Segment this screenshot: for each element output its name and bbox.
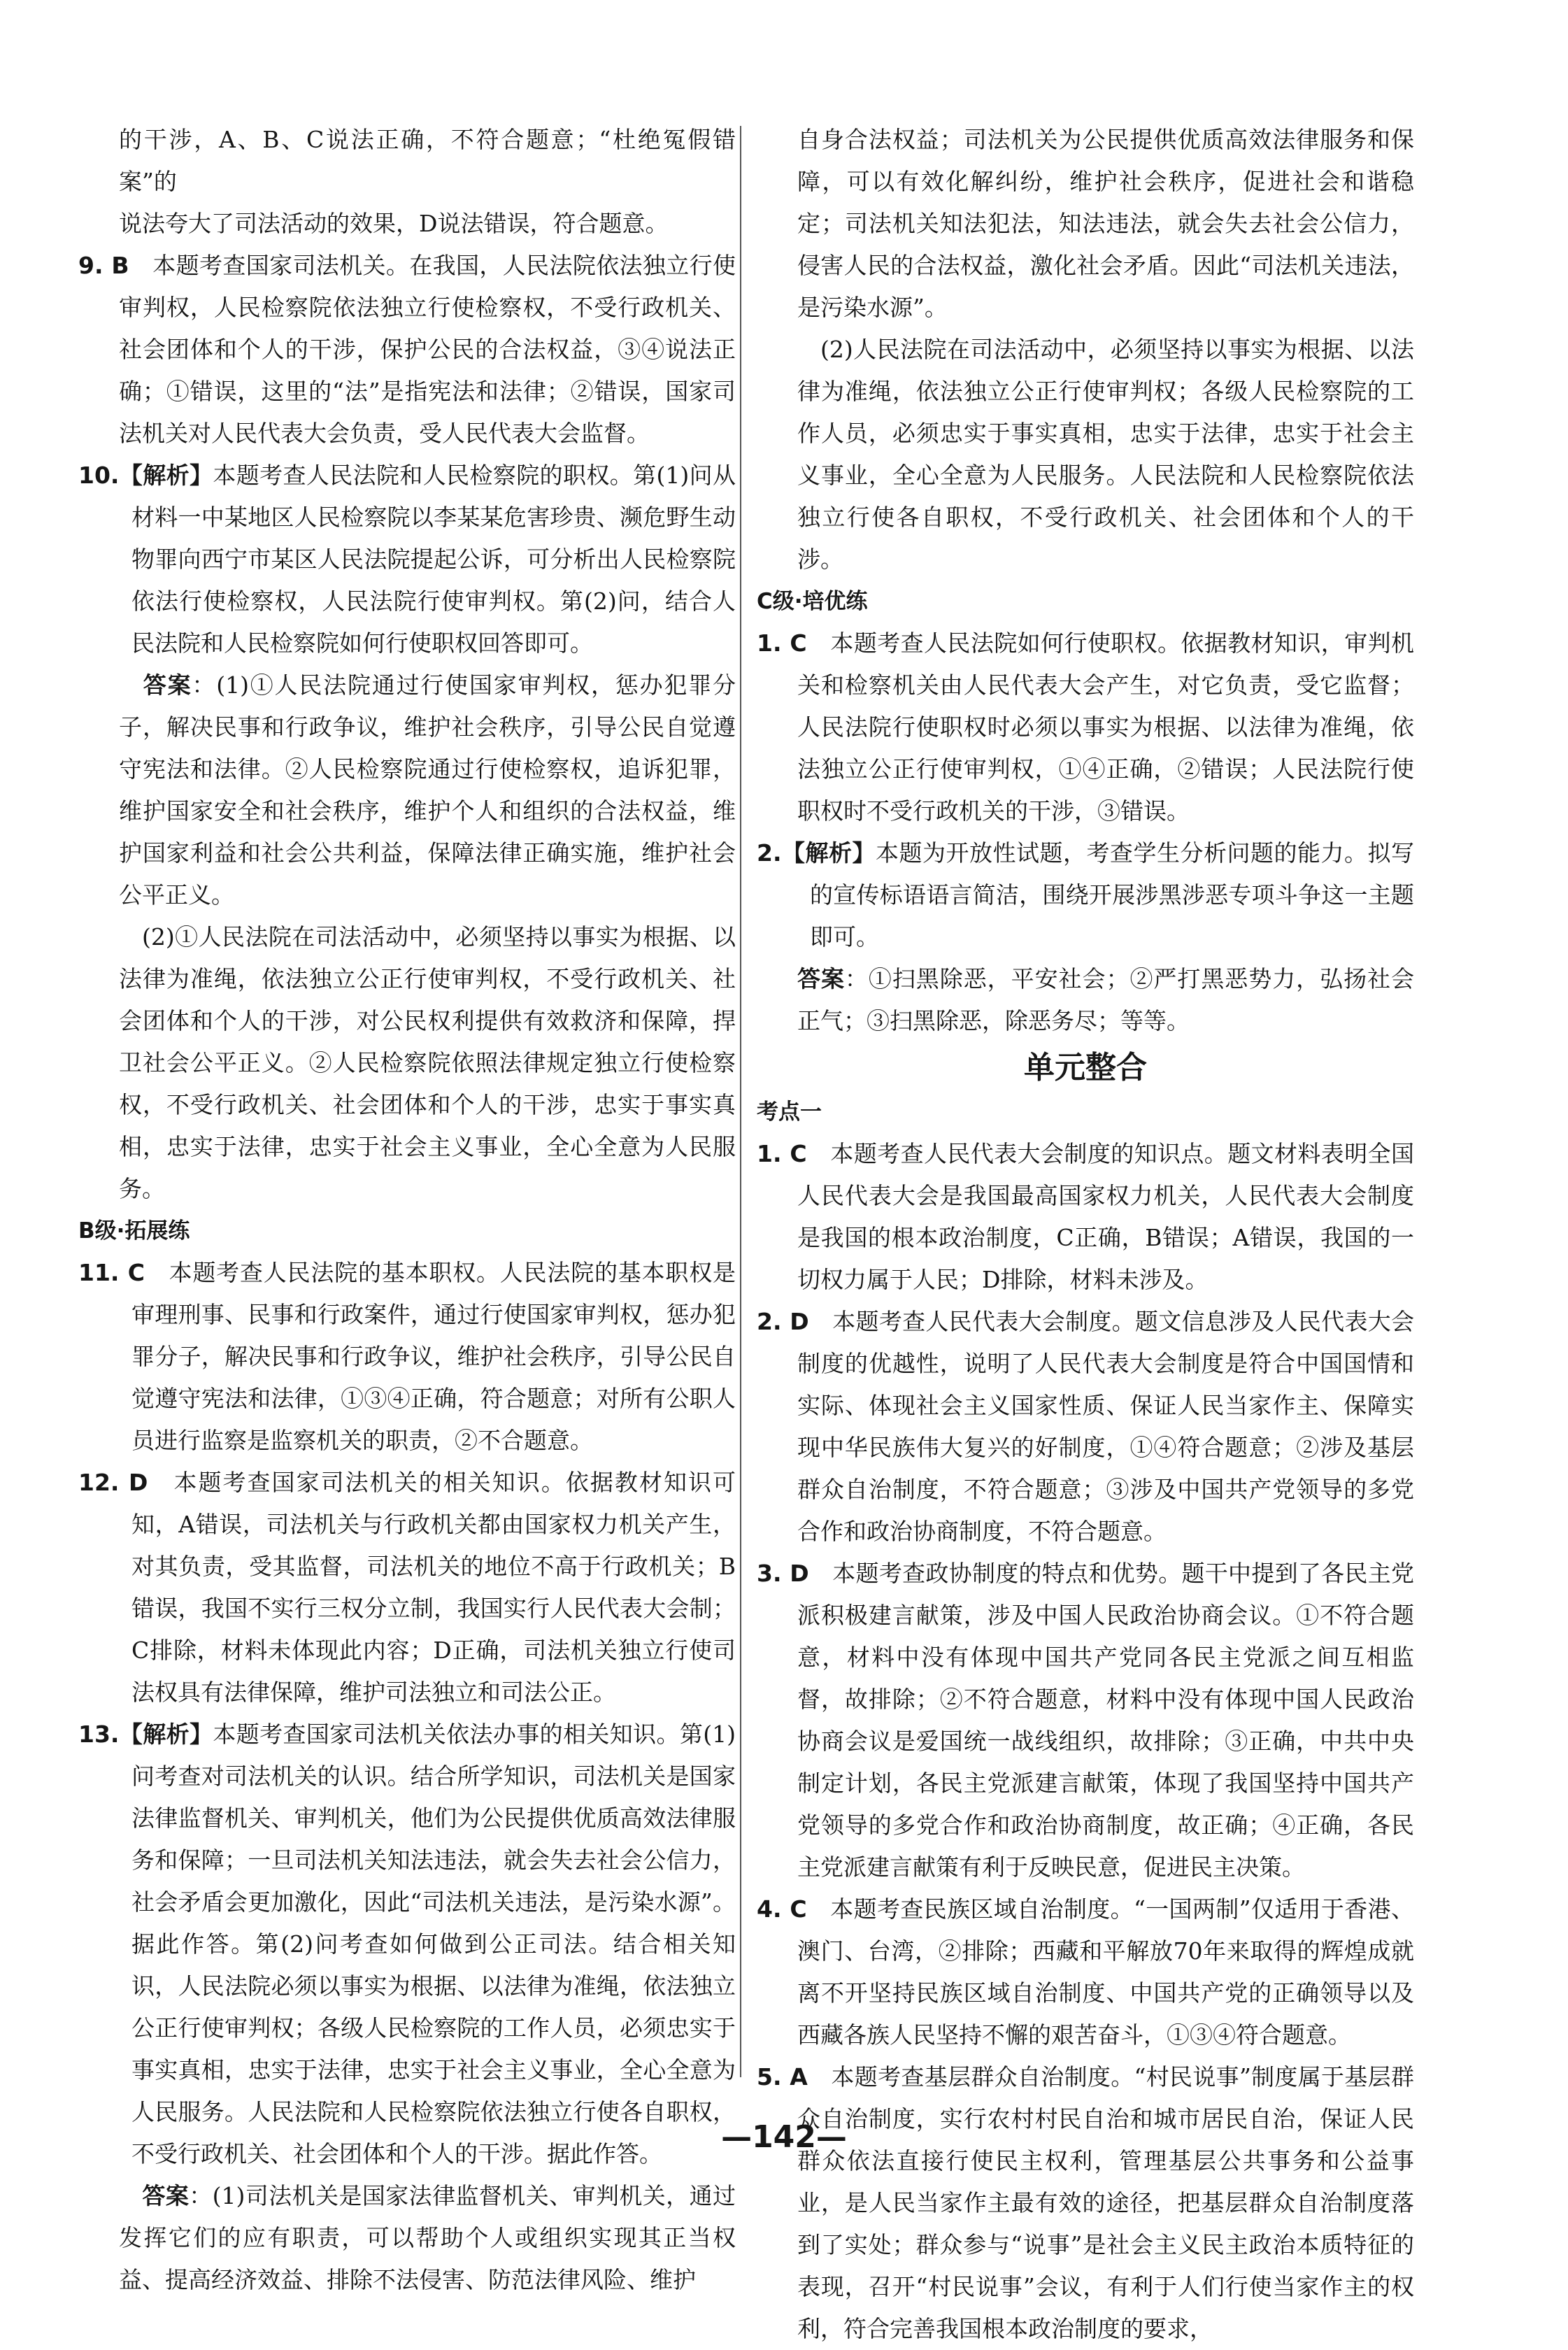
answer-c2-number: 2.【解析】: [757, 839, 876, 867]
answer-12: 12. D 本题考查国家司法机关的相关知识。依据教材知识可知，A错误，司法机关与行政机关都由国家权力机关产生，对其负责，受其监督，司法机关的地位不高于行政机关；B错误，我国不实行三权分立制，我国实行人民代表大会制；C排除，材料未体现此内容；D正确，司法机关独立行使司法权具有法律保障，维护司法独立和司法公正。: [78, 1469, 736, 1706]
left-column: [78, 119, 736, 2301]
answer-13: 13.【解析】本题考查国家司法机关依法办事的相关知识。第(1)问考查对司法机关的认识。结合所学知识，司法机关是国家法律监督机关、审判机关，他们为公民提供优质高效法律服务和保障；一旦司法机关知法违法，就会失去社会公信力，社会矛盾会更加激化，因此“司法机关违法，是污染水源”。据此作答。第(2)问考查如何做到公正司法。结合相关知识，人民法院必须以事实为根据、以法律为准绳，依法独立公正行使审判权；各级人民检察院的工作人员，必须忠实于事实真相，忠实于法律，忠实于社会主义事业，全心全意为人民服务。人民法院和人民检察院依法独立行使各自职权，不受行政机关、社会团体和个人的干涉。据此作答。: [78, 1721, 736, 2167]
answer-label: 答案: [142, 671, 192, 699]
answer-10: [78, 455, 736, 664]
answer-k5: 5. A 本题考查基层群众自治制度。“村民说事”制度属于基层群众自治制度，实行农村村民自治和城市居民自治，保证人民群众依法直接行使民主权利，管理基层公共事务和公益事业，是人民当家作主最有效的途径，把基层群众自治制度落到了实处；群众参与“说事”是社会主义民主政治本质特征的表现，召开“村民说事”会议，有利于人们行使当家作主的权利，符合完善我国根本政治制度的要求，: [757, 2063, 1414, 2342]
answer-k2-number: 2. D: [757, 1308, 809, 1335]
answer-13-answer-2: (2)人民法院在司法活动中，必须坚持以事实为根据、以法律为准绳，依法独立公正行使审判权；各级人民检察院的工作人员，必须忠实于事实真相，忠实于法律，忠实于社会主义事业，全心全意为人民服务。人民法院和人民检察院依法独立行使各自职权，不受行政机关、社会团体和个人的干涉。: [797, 336, 1414, 573]
right-column: [757, 119, 1414, 2350]
answer-10-answer-1: 答案：(1)①人民法院通过行使国家审判权，惩办犯罪分子，解决民事和行政争议，维护社会秩序，引导公民自觉遵守宪法和法律。②人民检察院通过行使检察权，追诉犯罪，维护国家安全和社会秩序，维护个人和组织的合法权益，维护国家利益和社会公共利益，保障法律正确实施，维护社会公平正义。: [119, 671, 736, 909]
answer-9-number: 9. B: [78, 252, 129, 279]
answer-k3: 3. D 本题考查政协制度的特点和优势。题干中提到了各民主党派积极建言献策，涉及中国人民政治协商会议。①不符合题意，材料中没有体现中国共产党同各民主党派之间互相监督，故排除；②不符合题意，材料中没有体现中国人民政治协商会议是爱国统一战线组织，故排除；③正确，中共中央制定计划，各民主党派建言献策，体现了我国坚持中国共产党领导的多党合作和政治协商制度，故正确；④正确，各民主党派建言献策有利于反映民意，促进民主决策。: [757, 1560, 1415, 1881]
answer-13-number: 13.【解析】: [78, 1721, 213, 1748]
answer-label: 答案: [797, 965, 845, 992]
answer-k1-number: 1. C: [757, 1140, 807, 1167]
answer-10-answer-2: (2)①人民法院在司法活动中，必须坚持以事实为根据、以法律为准绳，依法独立公正行使审判权，不受行政机关、社会团体和个人的干涉，对公民权利提供有效救济和保障，捍卫社会公平正义。②人民检察院依照法律规定独立行使检察权，不受行政机关、社会团体和个人的干涉，忠实于事实真相，忠实于法律，忠实于社会主义事业，全心全意为人民服务。: [119, 923, 736, 1202]
answer-10-explanation: 本题考查人民法院和人民检察院的职权。第(1)问从材料一中某地区人民检察院以李某某危害珍贵、濒危野生动物罪向西宁市某区人民法院提起公诉，可分析出人民检察院依法行使检察权，人民法院行使审判权。第(2)问，结合人民法院和人民检察院如何行使职权回答即可。: [131, 462, 736, 657]
answer-c2-answer: 答案：①扫黑除恶，平安社会；②严打黑恶势力，弘扬社会正气；③扫黑除恶，除恶务尽；等等。: [797, 965, 1415, 1034]
answer-c1-number: 1. C: [757, 629, 807, 657]
answer-11-number: 11. C: [78, 1259, 145, 1286]
answer-c2: 2.【解析】本题为开放性试题，考查学生分析问题的能力。拟写的宣传标语语言简洁，围绕开展涉黑涉恶专项斗争这一主题即可。: [757, 839, 1414, 950]
column-divider: [740, 126, 741, 2077]
answer-k4-number: 4. C: [757, 1895, 807, 1923]
answer-13-continued: 自身合法权益；司法机关为公民提供优质高效法律服务和保障，可以有效化解纠纷，维护社会秩序，促进社会和谐稳定；司法机关知法犯法，知法违法，就会失去社会公信力，侵害人民的合法权益，激化社会矛盾。因此“司法机关违法，是污染水源”。: [797, 126, 1414, 321]
answer-k4: 4. C 本题考查民族区域自治制度。“一国两制”仅适用于香港、澳门、台湾，②排除；西藏和平解放70年来取得的辉煌成就离不开坚持民族区域自治制度、中国共产党的正确领导以及西藏各族人民坚持不懈的艰苦奋斗，①③④符合题意。: [757, 1895, 1414, 2049]
section-title: 单元整合: [1024, 1050, 1147, 1085]
answer-11: 11. C 本题考查人民法院的基本职权。人民法院的基本职权是审理刑事、民事和行政案件，通过行使国家审判权，惩办犯罪分子，解决民事和行政争议，维护社会秩序，引导公民自觉遵守宪法和法律，①③④正确，符合题意；对所有公职人员进行监察是监察机关的职责，②不合题意。: [78, 1259, 736, 1454]
answer-9-explanation: 本题考查国家司法机关。在我国，人民法院依法独立行使审判权，人民检察院依法独立行使检察权，不受行政机关、社会团体和个人的干涉，保护公民的合法权益，③④说法正确；①错误，这里的“法”是指宪法和法律；②错误，国家司法机关对人民代表大会负责，受人民代表大会监督。: [119, 252, 736, 447]
answer-k3-number: 3. D: [757, 1560, 809, 1587]
level-b-heading: B级·拓展练: [78, 1218, 190, 1244]
answer-10-number: 10.【解析】: [78, 462, 213, 489]
answer-12-number: 12. D: [78, 1469, 148, 1496]
level-c-heading: C级·培优练: [757, 589, 868, 614]
answer-9: [78, 245, 736, 455]
answer-13-answer-1: 答案：(1)司法机关是国家法律监督机关、审判机关，通过发挥它们的应有职责，可以帮助个人或组织实现其正当权益、提高经济效益、排除不法侵害、防范法律风险、维护: [119, 2182, 736, 2293]
page-number: —142—: [721, 2119, 847, 2155]
answer-k2: 2. D 本题考查人民代表大会制度。题文信息涉及人民代表大会制度的优越性，说明了人民代表大会制度是符合中国国情和实际、体现社会主义国家性质、保证人民当家作主、保障实现中华民族伟大复兴的好制度，①④符合题意；②涉及基层群众自治制度，不符合题意；③涉及中国共产党领导的多党合作和政治协商制度，不符合题意。: [757, 1308, 1415, 1545]
answer-k1: 1. C 本题考查人民代表大会制度的知识点。题文材料表明全国人民代表大会是我国最高国家权力机关，人民代表大会制度是我国的根本政治制度，C正确，B错误；A错误，我国的一切权力属于人民；D排除，材料未涉及。: [757, 1140, 1415, 1293]
carryover-text: 的干涉，A、B、C说法正确，不符合题意；“杜绝冤假错案”的 说法夸大了司法活动的效果，D说法错误，符合题意。: [119, 126, 736, 237]
answer-c1: 1. C 本题考查人民法院如何行使职权。依据教材知识，审判机关和检察机关由人民代表大会产生，对它负责，受它监督；人民法院行使职权时必须以事实为根据、以法律为准绳，依法独立公正行使审判权，①④正确，②错误；人民法院行使职权时不受行政机关的干涉，③错误。: [757, 629, 1415, 825]
kaodian-heading: 考点一: [757, 1099, 822, 1125]
answer-k5-number: 5. A: [757, 2063, 808, 2091]
answer-label: 答案: [142, 2182, 190, 2209]
